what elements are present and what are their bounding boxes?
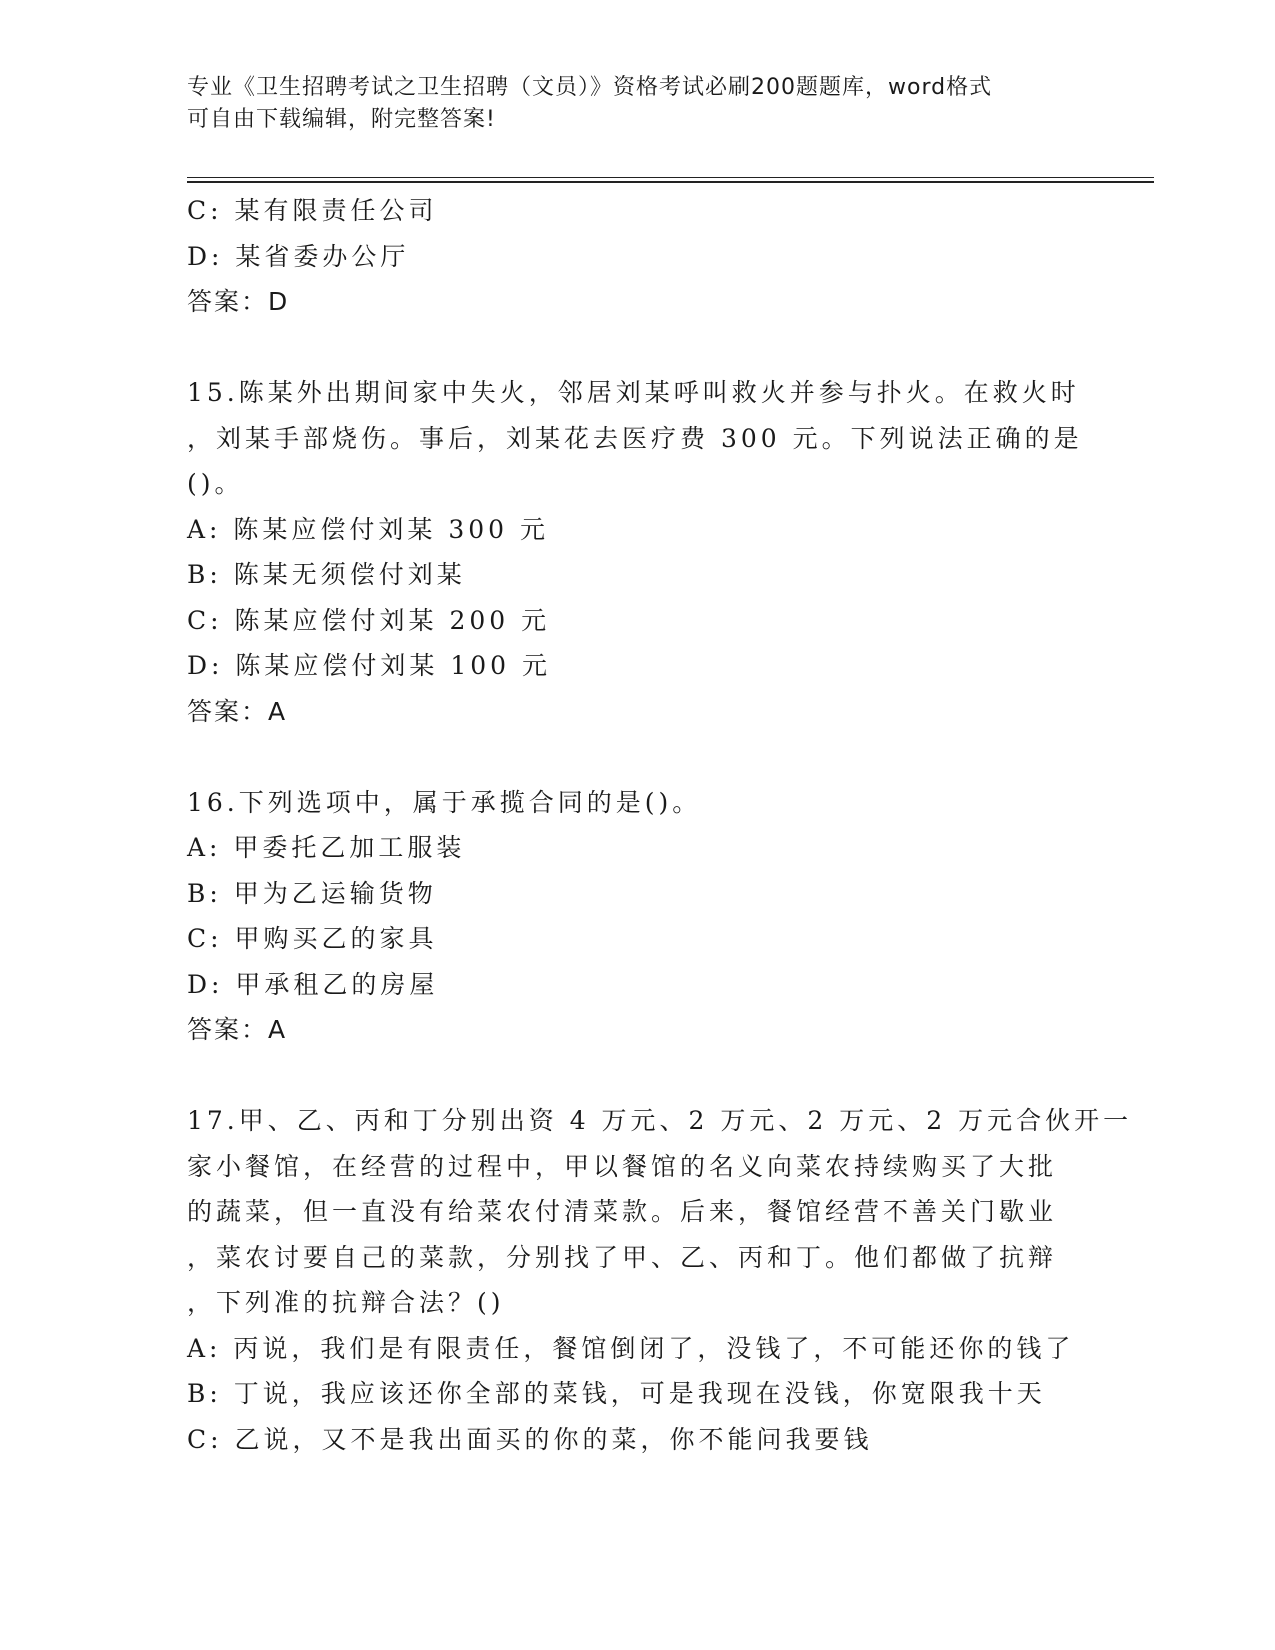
option-c: C: 乙说，又不是我出面买的你的菜，你不能问我要钱 [187,1424,873,1454]
question-stem-line: 的蔬菜，但一直没有给菜农付清菜款。后来，餐馆经营不善关门歇业 [187,1197,1058,1226]
question-stem-line: ，刘某手部烧伤。事后，刘某花去医疗费 300 元。下列说法正确的是 [187,423,1083,453]
header-divider-thick [187,181,1154,183]
option-b: B: 丁说，我应该还你全部的菜钱，可是我现在没钱，你宽限我十天 [187,1379,1046,1408]
question-17 [187,1098,1133,1462]
question-15 [187,370,1087,734]
answer: 答案：A [187,696,288,726]
option-d: D: 甲承租乙的房屋 [187,969,439,999]
header-title-line-1: 专业《卫生招聘考试之卫生招聘（文员）》资格考试必刷200题题库，word格式 [187,75,993,100]
option-c: C: 某有限责任公司 [187,196,438,225]
answer: 答案：D [187,287,290,316]
question-stem-line: 家小餐馆，在经营的过程中，甲以餐馆的名义向菜农持续购买了大批 [187,1151,1058,1181]
question-list [187,188,1133,1462]
question-14-tail [187,188,1087,325]
question-stem-line: ，下列准的抗辩合法？() [187,1288,505,1317]
question-16 [187,780,1087,1053]
question-stem-line: 17.甲、乙、丙和丁分别出资 4 万元、2 万元、2 万元、2 万元合伙开一 [187,1106,1133,1135]
option-c: C: 陈某应偿付刘某 200 元 [187,605,551,635]
header-title-line-2: 可自由下载编辑，附完整答案! [187,107,496,132]
option-d: D: 陈某应偿付刘某 100 元 [187,651,552,680]
spacer [187,734,1087,780]
option-a: A: 陈某应偿付刘某 300 元 [187,514,550,544]
option-c: C: 甲购买乙的家具 [187,924,438,953]
header-divider-thin [187,177,1154,178]
answer: 答案：A [187,1015,288,1044]
document-header [187,72,1067,136]
spacer [187,1053,1087,1099]
option-b: B: 陈某无须偿付刘某 [187,560,466,589]
option-b: B: 甲为乙运输货物 [187,878,437,908]
spacer [187,325,1087,371]
question-stem-line: ()。 [187,469,244,498]
question-stem-line: 15.陈某外出期间家中失火，邻居刘某呼叫救火并参与扑火。在救火时 [187,378,1080,407]
question-stem-line: ，菜农讨要自己的菜款，分别找了甲、乙、丙和丁。他们都做了抗辩 [187,1242,1058,1272]
option-a: A: 甲委托乙加工服装 [187,833,466,862]
option-a: A: 丙说，我们是有限责任，餐馆倒闭了，没钱了，不可能还你的钱了 [187,1333,1075,1363]
question-stem-line: 16.下列选项中，属于承揽合同的是()。 [187,787,702,817]
option-d: D: 某省委办公厅 [187,241,410,271]
